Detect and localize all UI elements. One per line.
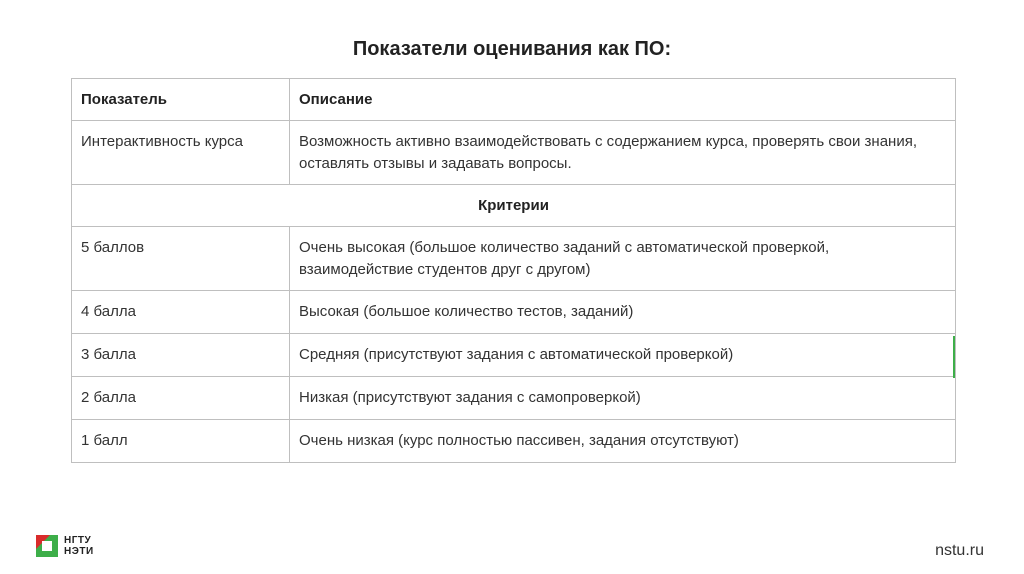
score-cell: 5 баллов bbox=[72, 227, 290, 291]
score-description: Очень высокая (большое количество заданий с автоматической проверкой, взаимодействие студентов друг с другом) bbox=[290, 227, 956, 291]
table-row bbox=[72, 334, 956, 377]
table-header-row bbox=[72, 79, 956, 121]
indicator-row bbox=[72, 121, 956, 185]
slide-title: Показатели оценивания как ПО: bbox=[352, 38, 672, 60]
site-url: nstu.ru bbox=[935, 542, 984, 559]
criteria-table bbox=[71, 78, 956, 463]
score-cell: 4 балла bbox=[72, 291, 290, 334]
score-description: Средняя (присутствуют задания с автоматической проверкой) bbox=[290, 334, 956, 377]
table-row bbox=[72, 227, 956, 291]
table-row bbox=[72, 420, 956, 463]
score-description: Очень низкая (курс полностью пассивен, задания отсутствуют) bbox=[290, 420, 956, 463]
header-indicator: Показатель bbox=[72, 79, 290, 121]
score-description: Низкая (присутствуют задания с самопроверкой) bbox=[290, 377, 956, 420]
indicator-name: Интерактивность курса bbox=[72, 121, 290, 185]
score-cell: 2 балла bbox=[72, 377, 290, 420]
criteria-row bbox=[72, 185, 956, 227]
header-description: Описание bbox=[290, 79, 956, 121]
score-description: Высокая (большое количество тестов, заданий) bbox=[290, 291, 956, 334]
logo-line-1: НГТУ bbox=[64, 535, 92, 546]
university-logo bbox=[36, 535, 94, 557]
indicator-description: Возможность активно взаимодействовать с содержанием курса, проверять свои знания, оставлять отзывы и задавать вопросы. bbox=[290, 121, 956, 185]
table-row bbox=[72, 377, 956, 420]
green-edge-marker bbox=[953, 336, 955, 378]
criteria-label: Критерии bbox=[72, 185, 956, 227]
score-cell: 1 балл bbox=[72, 420, 290, 463]
table-row bbox=[72, 291, 956, 334]
logo-line-2: НЭТИ bbox=[64, 546, 94, 557]
logo-mark-icon bbox=[36, 535, 58, 557]
score-cell: 3 балла bbox=[72, 334, 290, 377]
